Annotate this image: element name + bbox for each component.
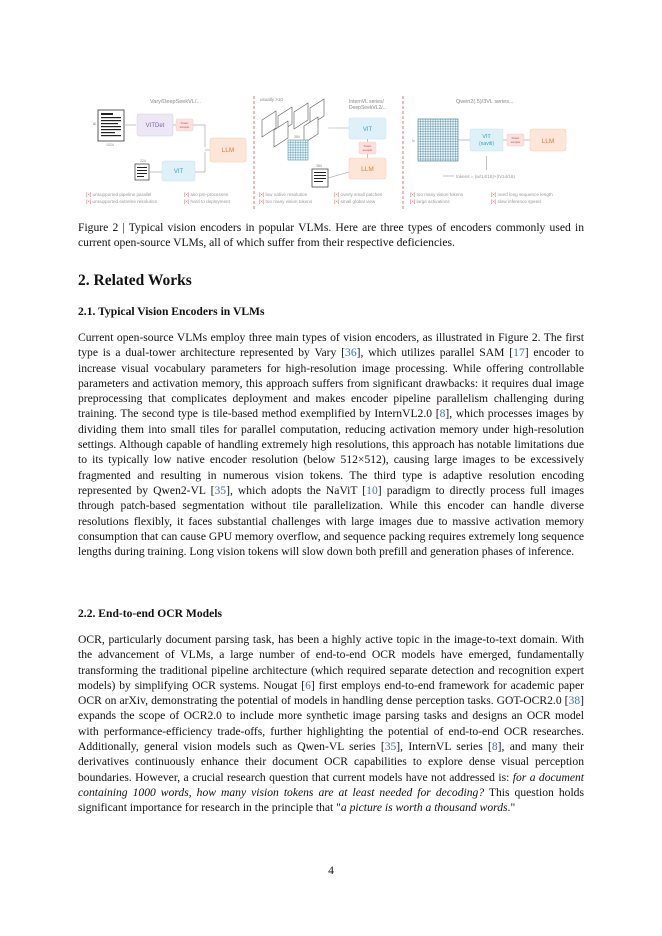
svg-text:[×] need long sequence length: [×] need long sequence length [491,192,553,197]
citation-link[interactable]: 35 [214,483,227,497]
subsection-title-2-2: 2.2. End-to-end OCR Models [78,607,222,620]
svg-text:Down: Down [363,144,372,148]
svg-text:LLM: LLM [221,147,235,154]
paragraph-ocr-models: OCR, particularly document parsing task, has been a highly active topic in the image-to-text domain. With the advancement of VLMs, a large number of end-to-end OCR models have emerged, fundamentally transforming the traditional pipeline architecture (which required separate detection and recognition expert models) by simplifying OCR systems. Nougat [6] first employs end-to-end framework for academic paper OCR on arXiv, demonstrating the potential of models in handling dense perception tasks. GOT-OCR2.0 [38] expands the scope of OCR2.0 to include more synthetic image parsing tasks and designs an OCR model with performance-efficiency trade-offs, further highlighting the potential of end-to-end OCR researches. Additionally, general vision models such as Qwen-VL series [35], InternVL series [8], and many their derivatives continuously enhance their document OCR capabilities to explore dense visual perception boundaries. However, a crucial research question that current models have not addressed is: for a document containing 1000 words, how many vision tokens are at least needed for decoding? This question holds significant importance for research in the principle that "a picture is worth a thousand words." [78,633,584,815]
panel-adaptive-resolution [410,99,566,204]
small-document-icon [135,164,149,180]
large-patch-grid-icon [418,119,458,161]
svg-text:VIT: VIT [362,127,373,133]
citation-link[interactable]: 8 [491,740,498,754]
svg-text:[×] too many vision tokens: [×] too many vision tokens [410,192,464,197]
svg-text:[×] too many vision tokens: [×] too many vision tokens [259,199,313,204]
svg-text:(naviti): (naviti) [478,141,495,147]
small-document-icon [312,169,328,187]
citation-link[interactable]: 10 [366,483,378,497]
svg-text:Down: Down [180,121,189,125]
svg-text:⊠: ⊠ [93,122,96,126]
citation-link[interactable]: 8 [439,407,446,421]
citation-link[interactable]: 35 [384,740,397,754]
svg-text:[×] unsupported extreme resolu: [×] unsupported extreme resolution [86,199,158,204]
svg-text:VIT: VIT [482,134,491,140]
doc-size-label: 1024 [106,143,114,147]
svg-text:[×] slow inference speed: [×] slow inference speed [491,199,541,204]
figure-2-diagram [78,92,584,212]
svg-text:sample: sample [362,148,373,152]
svg-text:Qwen2(.5)/3VL series...: Qwen2(.5)/3VL series... [456,99,514,105]
document-icon [98,110,124,141]
citation-link[interactable]: 6 [305,678,311,692]
citation-link[interactable]: 36 [345,346,357,360]
token-formula: tokens = (w/14/16)×(h/14/16) [456,174,515,179]
section-title: 2. Related Works [78,272,192,289]
svg-text:usually >10: usually >10 [260,97,283,102]
vitdet-label: VITDet [145,123,165,129]
svg-text:[×] large activations: [×] large activations [410,199,450,204]
svg-text:N: N [412,139,415,143]
svg-text:InternVL series/: InternVL series/ [349,99,384,105]
svg-text:[×] small global view: [×] small global view [334,199,376,204]
svg-text:[×] overly small patches: [×] overly small patches [334,192,383,197]
citation-link[interactable]: 38 [568,694,581,708]
svg-text:224: 224 [140,159,146,163]
citation-link[interactable]: 17 [513,346,525,360]
panel1-top-label: Vary/DeepSeekVL/... [150,99,201,105]
panel-dual-tower [86,99,246,204]
svg-text:384: 384 [316,164,322,168]
svg-text:[×] two pre-processes: [×] two pre-processes [184,192,229,197]
svg-text:LLM: LLM [541,138,555,145]
figure-caption: Figure 2 | Typical vision encoders in popular VLMs. Here are three types of encoders commonly used in current open-source VLMs, all of which suffer from their respective deficiencies. [78,221,584,249]
svg-text:sample: sample [179,125,190,129]
patch-grid-icon [288,140,308,160]
svg-text:[×] hard to deployment: [×] hard to deployment [184,199,230,204]
svg-text:VIT: VIT [173,169,184,175]
svg-text:LLM: LLM [361,166,374,173]
page-number: 4 [328,864,334,877]
svg-text:[×] unsupported pipeline paral: [×] unsupported pipeline parallel [86,192,152,197]
svg-text:sample: sample [510,140,521,144]
svg-text:[×] low native resolution: [×] low native resolution [259,192,308,197]
svg-text:DeepSeekVL2/...: DeepSeekVL2/... [349,105,387,111]
paragraph-vision-encoders: Current open-source VLMs employ three main types of vision encoders, as illustrated in Figure 2. The first type is a dual-tower architecture represented by Vary [36], which utilizes parallel SAM [17] encoder to increase visual vocabulary parameters for high-resolution image processing. While offering controllable parameters and activation memory, this approach suffers from significant drawbacks: it requires dual image preprocessing that complicates deployment and makes encoder pipeline parallelism challenging during training. The second type is tile-based method exemplified by InternVL2.0 [8], which processes images by dividing them into small tiles for parallel computation, reducing activation memory under high-resolution settings. Although capable of handling extremely high resolutions, this approach has notable limitations due to its typically low native encoder resolution (below 512×512), causing large images to be excessively fragmented and resulting in numerous vision tokens. The third type is adaptive resolution encoding represented by Qwen2-VL [35], which adopts the NaViT [10] paradigm to directly process full images through patch-based segmentation without tile parallelization. While this encoder can handle diverse resolutions flexibly, it faces substantial challenges with large images due to massive activation memory consumption that can cause GPU memory overflow, and sequence packing requires extremely long sequence lengths during training. Long vision tokens will slow down both prefill and generation phases of inference. [78,331,585,559]
svg-text:384: 384 [294,135,300,139]
subsection-title-2-1: 2.1. Typical Vision Encoders in VLMs [78,305,265,318]
panel-tile-based [259,97,387,204]
vit-naviti-block [470,129,503,151]
svg-text:Down: Down [511,136,520,140]
